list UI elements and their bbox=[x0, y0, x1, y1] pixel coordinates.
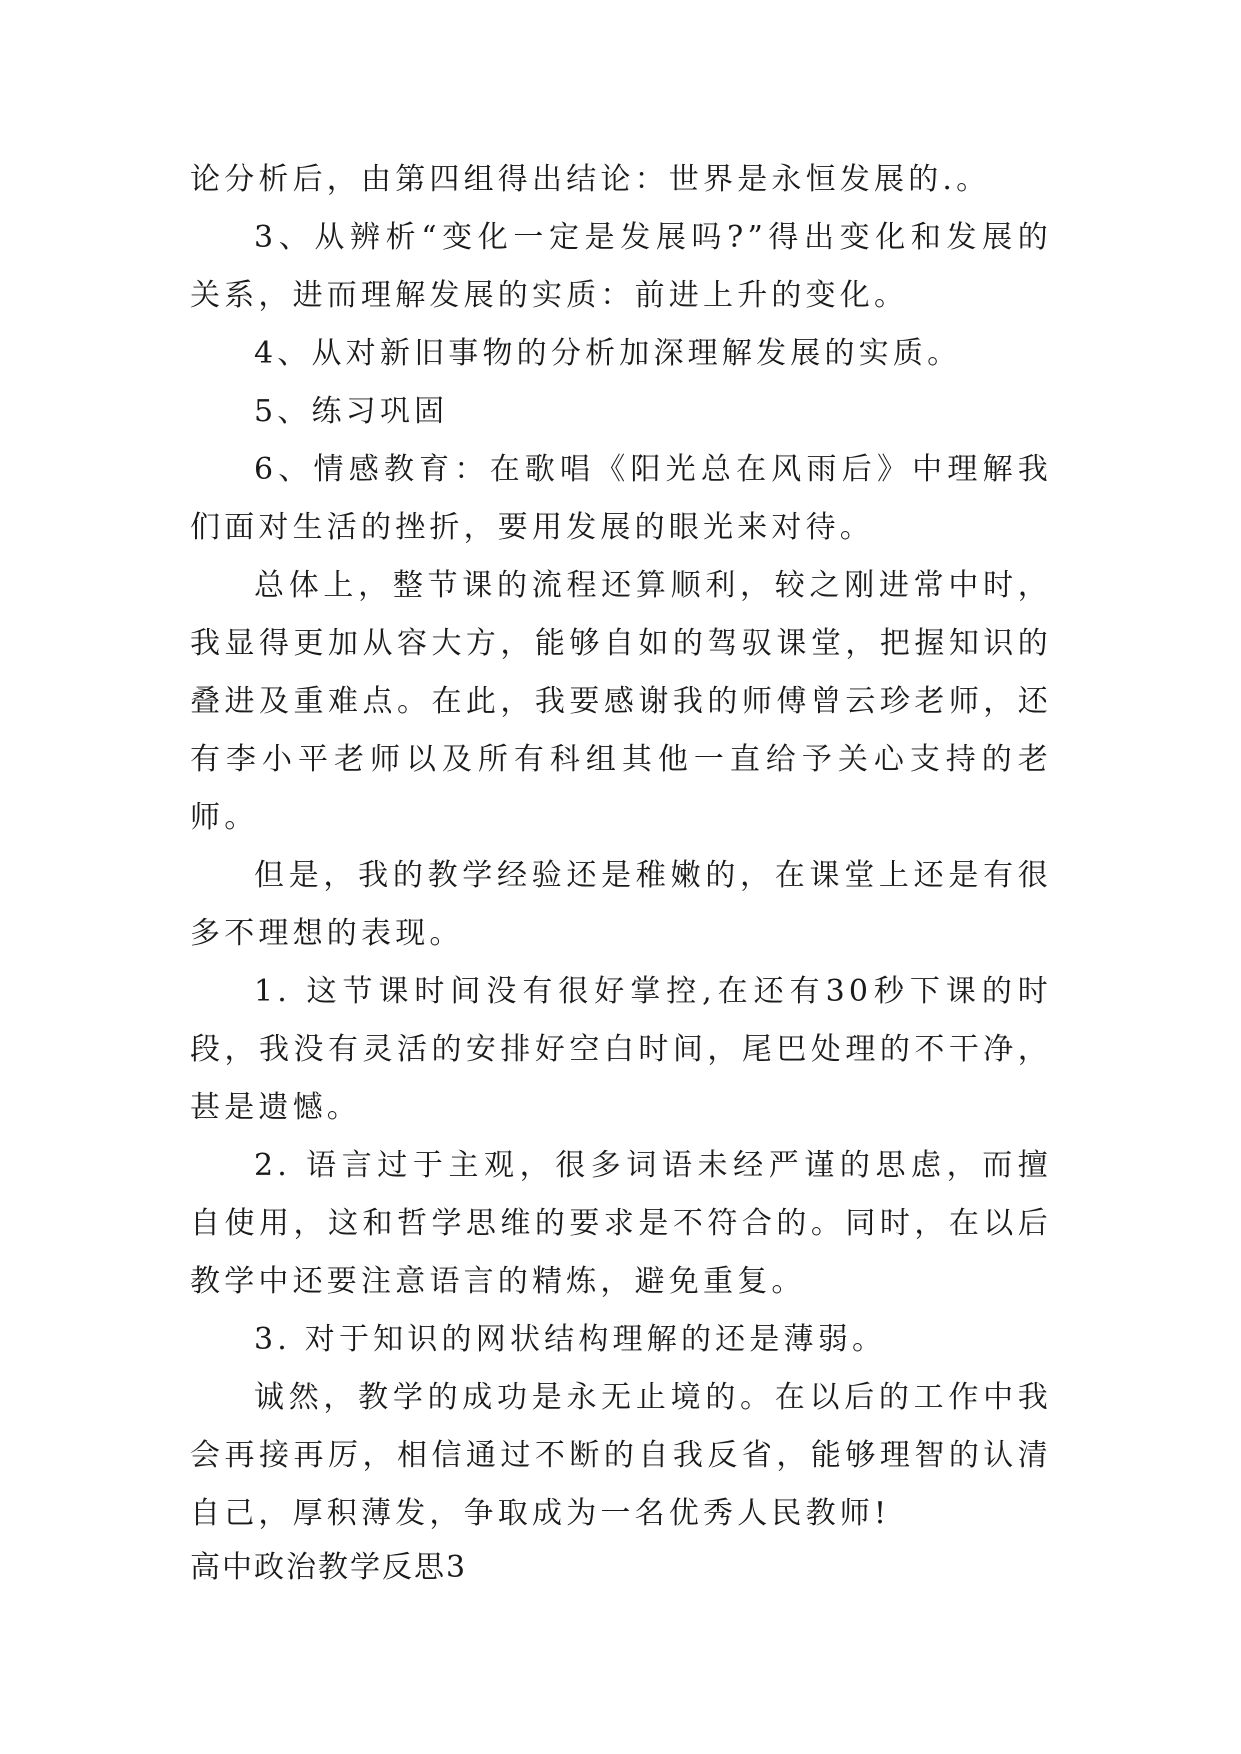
paragraph-shortcomings-intro: 但是，我的教学经验还是稚嫩的，在课堂上还是有很多不理想的表现。 bbox=[190, 858, 1052, 951]
paragraph-step-3: 3、从辨析“变化一定是发展吗?”得出变化和发展的关系，进而理解发展的实质：前进上升的变化。 bbox=[190, 220, 1052, 313]
document-body bbox=[190, 151, 1052, 1597]
paragraph-conclusion: 诚然，教学的成功是永无止境的。在以后的工作中我会再接再厉，相信通过不断的自我反省，能够理智的认清自己，厚积薄发，争取成为一名优秀人民教师! bbox=[190, 1380, 1052, 1531]
paragraph-shortcoming-1: 1. 这节课时间没有很好掌控,在还有30秒下课的时段，我没有灵活的安排好空白时间，尾巴处理的不干净，甚是遗憾。 bbox=[190, 974, 1052, 1125]
paragraph-shortcoming-3: 3. 对于知识的网状结构理解的还是薄弱。 bbox=[254, 1322, 887, 1357]
paragraph-step-6: 6、情感教育：在歌唱《阳光总在风雨后》中理解我们面对生活的挫折，要用发展的眼光来对待。 bbox=[190, 452, 1052, 545]
paragraph-step-5: 5、练习巩固 bbox=[254, 394, 449, 429]
section-heading: 高中政治教学反思3 bbox=[190, 1550, 468, 1585]
paragraph-shortcoming-2: 2. 语言过于主观，很多词语未经严谨的思虑，而擅自使用，这和哲学思维的要求是不符合的。同时，在以后教学中还要注意语言的精炼，避免重复。 bbox=[190, 1148, 1052, 1299]
paragraph-continuation: 论分析后，由第四组得出结论：世界是永恒发展的.。 bbox=[190, 162, 991, 197]
paragraph-step-4: 4、从对新旧事物的分析加深理解发展的实质。 bbox=[254, 336, 962, 371]
paragraph-summary: 总体上，整节课的流程还算顺利，较之刚进常中时，我显得更加从容大方，能够自如的驾驭课堂，把握知识的叠进及重难点。在此，我要感谢我的师傅曾云珍老师，还有李小平老师以及所有科组其他一直给予关心支持的老师。 bbox=[190, 568, 1052, 835]
